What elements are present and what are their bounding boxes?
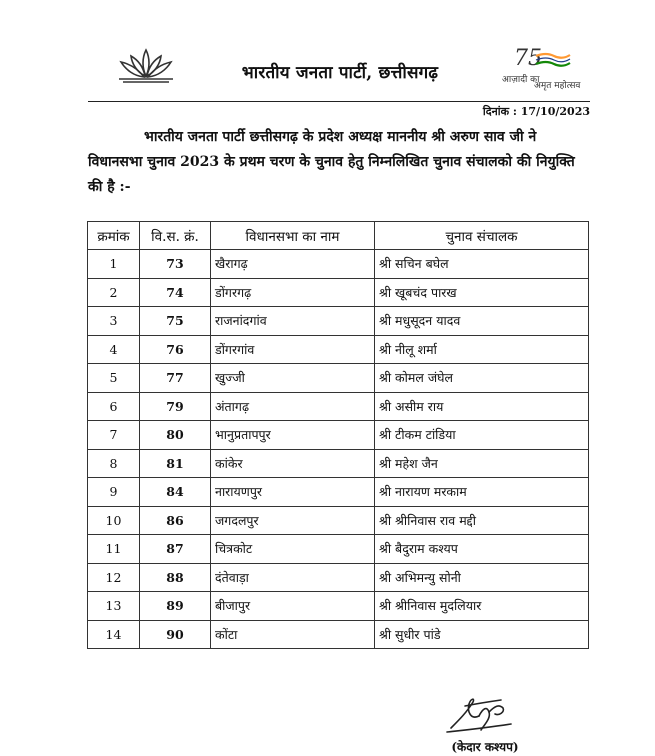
cell-constituency-number: 75 [140, 307, 211, 336]
cell-conductor-name: श्री श्रीनिवास मुदलियार [375, 592, 589, 621]
cell-serial: 4 [88, 335, 140, 364]
cell-serial: 2 [88, 278, 140, 307]
cell-serial: 12 [88, 563, 140, 592]
intro-paragraph: भारतीय जनता पार्टी छत्तीसगढ़ के प्रदेश अध्यक्ष माननीय श्री अरुण साव जी ने विधानसभा चुनाव 2023 के प्रथम चरण के चुनाव हेतु निम्नलिखित चुनाव संचालको की नियुक्ति की है :- [88, 129, 575, 195]
cell-constituency-number: 81 [140, 449, 211, 478]
cell-serial: 3 [88, 307, 140, 336]
cell-conductor-name: श्री खूबचंद पारख [375, 278, 589, 307]
cell-constituency-name: चित्रकोट [211, 535, 375, 564]
table-row [88, 478, 589, 507]
cell-constituency-name: खुज्जी [211, 364, 375, 393]
column-header-constituency-number: वि.स. क्रं. [140, 222, 211, 250]
column-header-serial: क्रमांक [88, 222, 140, 250]
table-row [88, 392, 589, 421]
cell-constituency-number: 87 [140, 535, 211, 564]
azadi-ka-amrit-mahotsav-logo [500, 46, 581, 95]
cell-constituency-name: राजनांदगांव [211, 307, 375, 336]
cell-conductor-name: श्री सचिन बघेल [375, 250, 589, 279]
cell-constituency-number: 84 [140, 478, 211, 507]
table-body [88, 250, 589, 649]
handwritten-signature [445, 690, 515, 736]
cell-constituency-name: भानुप्रतापपुर [211, 421, 375, 450]
cell-conductor-name: श्री टीकम टांडिया [375, 421, 589, 450]
table-row [88, 278, 589, 307]
cell-constituency-number: 89 [140, 592, 211, 621]
signatory-name: (केदार कश्यप) [451, 740, 519, 754]
cell-serial: 14 [88, 620, 140, 649]
cell-constituency-number: 86 [140, 506, 211, 535]
cell-serial: 7 [88, 421, 140, 450]
cell-constituency-name: डोंगरगढ़ [211, 278, 375, 307]
cell-conductor-name: श्री सुधीर पांडे [375, 620, 589, 649]
cell-constituency-number: 77 [140, 364, 211, 393]
cell-constituency-number: 74 [140, 278, 211, 307]
flag-waves-icon [534, 52, 572, 68]
table-row [88, 421, 589, 450]
cell-constituency-number: 80 [140, 421, 211, 450]
cell-conductor-name: श्री नारायण मरकाम [375, 478, 589, 507]
cell-conductor-name: श्री बैदुराम कश्यप [375, 535, 589, 564]
cell-constituency-number: 90 [140, 620, 211, 649]
table-header-row [88, 222, 589, 250]
cell-conductor-name: श्री असीम राय [375, 392, 589, 421]
cell-serial: 8 [88, 449, 140, 478]
cell-conductor-name: श्री अभिमन्यु सोनी [375, 563, 589, 592]
table-row [88, 335, 589, 364]
azadi-line-2: अमृत महोत्सव [534, 81, 581, 91]
cell-conductor-name: श्री श्रीनिवास राव मद्दी [375, 506, 589, 535]
cell-conductor-name: श्री कोमल जंघेल [375, 364, 589, 393]
cell-constituency-name: खैरागढ़ [211, 250, 375, 279]
table-row [88, 364, 589, 393]
bjp-lotus-logo-icon [115, 48, 177, 86]
org-title: भारतीय जनता पार्टी, छत्तीसगढ़ [241, 63, 439, 83]
letterhead [0, 0, 655, 105]
table-row [88, 449, 589, 478]
cell-constituency-number: 88 [140, 563, 211, 592]
cell-serial: 13 [88, 592, 140, 621]
cell-conductor-name: श्री नीलू शर्मा [375, 335, 589, 364]
cell-constituency-name: कोंटा [211, 620, 375, 649]
table-row [88, 563, 589, 592]
cell-constituency-number: 76 [140, 335, 211, 364]
cell-conductor-name: श्री महेश जैन [375, 449, 589, 478]
election-conductor-table [87, 221, 589, 649]
table-row [88, 307, 589, 336]
cell-constituency-number: 79 [140, 392, 211, 421]
cell-constituency-name: जगदलपुर [211, 506, 375, 535]
table-row [88, 620, 589, 649]
cell-constituency-name: डोंगरगांव [211, 335, 375, 364]
cell-conductor-name: श्री मधुसूदन यादव [375, 307, 589, 336]
azadi-number: 75 [514, 46, 542, 71]
cell-constituency-name: नारायणपुर [211, 478, 375, 507]
column-header-conductor: चुनाव संचालक [375, 222, 589, 250]
header-divider [88, 101, 590, 102]
cell-serial: 1 [88, 250, 140, 279]
column-header-constituency-name: विधानसभा का नाम [211, 222, 375, 250]
table-row [88, 506, 589, 535]
table-row [88, 592, 589, 621]
table-row [88, 535, 589, 564]
cell-serial: 5 [88, 364, 140, 393]
table-row [88, 250, 589, 279]
cell-constituency-name: बीजापुर [211, 592, 375, 621]
letter-date: दिनांक : 17/10/2023 [482, 105, 590, 118]
cell-constituency-name: दंतेवाड़ा [211, 563, 375, 592]
cell-constituency-name: कांकेर [211, 449, 375, 478]
cell-constituency-name: अंतागढ़ [211, 392, 375, 421]
cell-serial: 9 [88, 478, 140, 507]
azadi-line-1: आज़ादी का [502, 75, 540, 85]
cell-serial: 11 [88, 535, 140, 564]
cell-constituency-number: 73 [140, 250, 211, 279]
cell-serial: 6 [88, 392, 140, 421]
cell-serial: 10 [88, 506, 140, 535]
